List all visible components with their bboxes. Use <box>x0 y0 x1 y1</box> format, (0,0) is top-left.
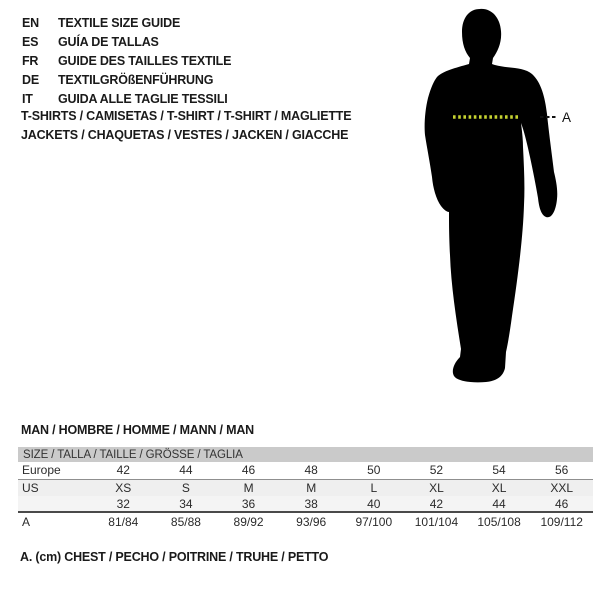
section-label-man: MAN / HOMBRE / HOMME / MANN / MAN <box>21 423 254 437</box>
europe-size-cell: 44 <box>155 462 218 479</box>
lang-text-it: GUIDA ALLE TAGLIE TESSILI <box>58 92 228 106</box>
man-silhouette-figure <box>390 0 600 400</box>
us-size-cell: S <box>155 479 218 496</box>
alt-size-cell: 36 <box>217 496 280 512</box>
measurement-footnote: A. (cm) CHEST / PECHO / POITRINE / TRUHE / PETTO <box>20 550 329 564</box>
us-size-cell: M <box>280 479 343 496</box>
size-table <box>18 447 593 530</box>
alt-size-cell: 44 <box>468 496 531 512</box>
europe-size-cell: 54 <box>468 462 531 479</box>
europe-size-cell: 46 <box>217 462 280 479</box>
chest-cm-cell: 101/104 <box>405 512 468 530</box>
us-size-cell: L <box>343 479 406 496</box>
row-label-europe: Europe <box>18 462 92 479</box>
table-row-alt-size <box>18 496 593 512</box>
chest-cm-cell: 89/92 <box>217 512 280 530</box>
row-label-us: US <box>18 479 92 496</box>
chest-cm-cell: 93/96 <box>280 512 343 530</box>
us-size-cell: XL <box>405 479 468 496</box>
alt-size-cell: 32 <box>92 496 155 512</box>
category-tshirts: T-SHIRTS / CAMISETAS / T-SHIRT / T-SHIRT / MAGLIETTE <box>21 109 352 123</box>
category-block <box>21 107 351 144</box>
europe-size-cell: 56 <box>530 462 593 479</box>
lang-code-it: IT <box>22 92 33 106</box>
us-size-cell: M <box>217 479 280 496</box>
language-legend <box>22 14 231 109</box>
alt-size-cell: 38 <box>280 496 343 512</box>
table-row-us <box>18 479 593 496</box>
us-size-cell: XL <box>468 479 531 496</box>
europe-size-cell: 42 <box>92 462 155 479</box>
lang-code-en: EN <box>22 16 39 30</box>
chest-cm-cell: 109/112 <box>530 512 593 530</box>
size-table-header: SIZE / TALLA / TAILLE / GRÖSSE / TAGLIA <box>18 447 593 462</box>
europe-size-cell: 50 <box>343 462 406 479</box>
alt-size-cell: 40 <box>343 496 406 512</box>
alt-size-cell: 46 <box>530 496 593 512</box>
chest-cm-cell: 105/108 <box>468 512 531 530</box>
lang-text-en: TEXTILE SIZE GUIDE <box>58 16 181 30</box>
lang-text-es: GUÍA DE TALLAS <box>58 35 159 49</box>
chest-cm-cell: 85/88 <box>155 512 218 530</box>
alt-size-cell: 42 <box>405 496 468 512</box>
lang-code-es: ES <box>22 35 39 49</box>
us-size-cell: XXL <box>530 479 593 496</box>
chest-cm-cell: 81/84 <box>92 512 155 530</box>
row-label-a: A <box>18 512 92 530</box>
lang-text-de: TEXTILGRÖßENFÜHRUNG <box>58 73 214 87</box>
legend-row-en <box>22 14 231 33</box>
europe-size-cell: 48 <box>280 462 343 479</box>
us-size-cell: XS <box>92 479 155 496</box>
legend-row-de <box>22 71 231 90</box>
table-row-chest-measure <box>18 512 593 530</box>
size-table-header-row <box>18 447 593 462</box>
alt-size-cell: 34 <box>155 496 218 512</box>
table-row-europe <box>18 462 593 479</box>
legend-row-fr <box>22 52 231 71</box>
chest-cm-cell: 97/100 <box>343 512 406 530</box>
lang-text-fr: GUIDE DES TAILLES TEXTILE <box>58 54 232 68</box>
row-label-alt <box>18 496 92 512</box>
lang-code-de: DE <box>22 73 39 87</box>
europe-size-cell: 52 <box>405 462 468 479</box>
legend-row-es <box>22 33 231 52</box>
lang-code-fr: FR <box>22 54 39 68</box>
man-silhouette <box>425 9 558 382</box>
chest-measure-label: A <box>562 110 572 125</box>
category-jackets: JACKETS / CHAQUETAS / VESTES / JACKEN / GIACCHE <box>21 127 349 142</box>
